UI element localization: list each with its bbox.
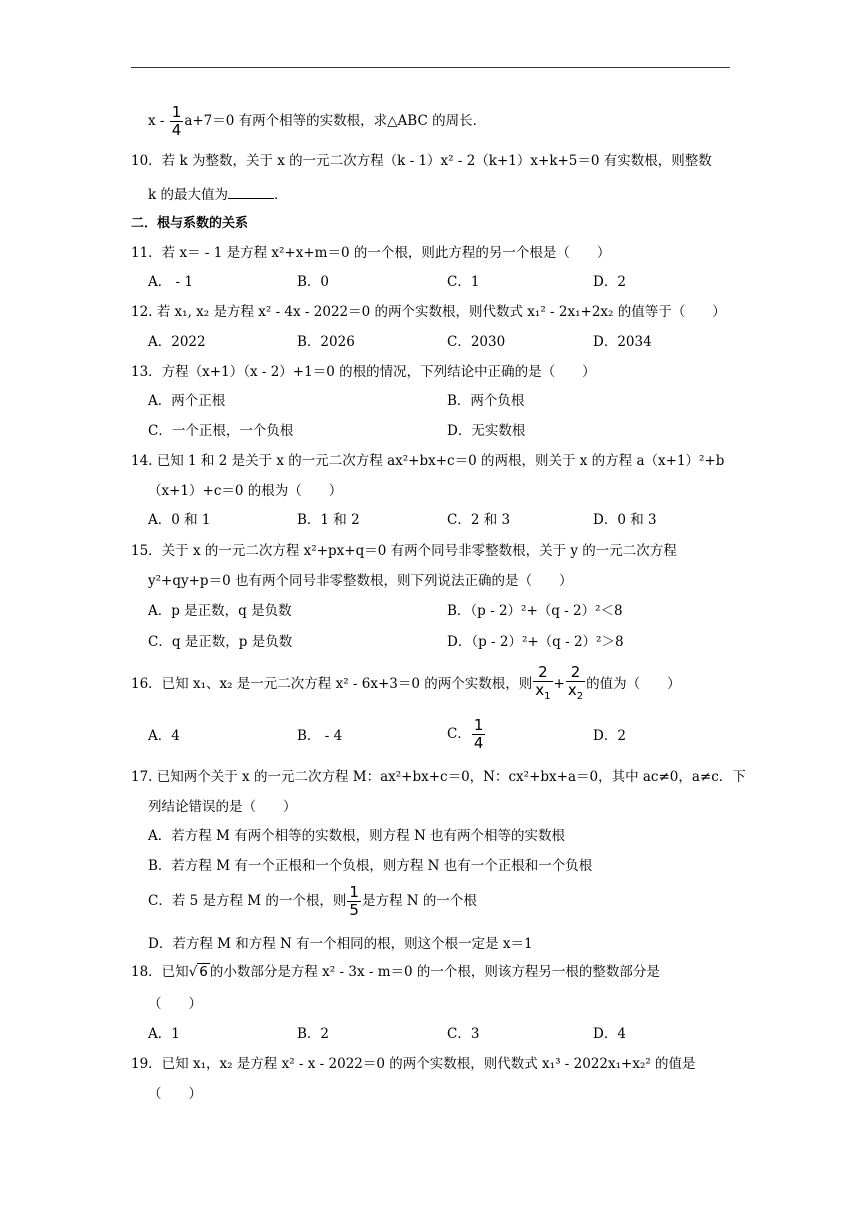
fraction-2-over-x2 bbox=[566, 664, 585, 705]
q11-option-a[interactable]: A． - 1 bbox=[148, 274, 193, 290]
q12-option-a[interactable]: A．2022 bbox=[148, 334, 206, 350]
frac-denominator: 4 bbox=[171, 121, 182, 139]
q11-option-b[interactable]: B．0 bbox=[297, 274, 330, 290]
q18-option-c[interactable]: C．3 bbox=[447, 1026, 480, 1042]
q16-option-c-label: C． bbox=[447, 726, 471, 742]
q16-option-b[interactable]: B． - 4 bbox=[297, 728, 343, 744]
answer-blank[interactable] bbox=[228, 186, 274, 199]
q12-option-b[interactable]: B．2026 bbox=[297, 334, 355, 350]
plus-sign: + bbox=[553, 676, 565, 692]
q11-option-c[interactable]: C．1 bbox=[447, 274, 480, 290]
q18-text-end: 的小数部分是方程 x² - 3x - m＝0 的一个根，则该方程另一根的整数部分是 bbox=[209, 964, 660, 980]
fraction-one-fifth bbox=[347, 884, 361, 919]
q14-option-d[interactable]: D．0 和 3 bbox=[593, 512, 657, 528]
q17-option-b[interactable]: B．若方程 M 有一个正根和一个负根，则方程 N 也有一个正根和一个负根 bbox=[148, 858, 593, 874]
q15-option-b[interactable]: B．（p - 2）²+（q - 2）²＜8 bbox=[447, 603, 623, 619]
frac-denominator bbox=[533, 682, 552, 705]
q17-option-c-end: 是方程 N 的一个根 bbox=[361, 893, 477, 909]
q14-option-c[interactable]: C．2 和 3 bbox=[447, 512, 511, 528]
q18-option-a[interactable]: A．1 bbox=[148, 1026, 180, 1042]
q19-line1: 19．已知 x₁，x₂ 是方程 x² - x - 2022＝0 的两个实数根，则代数式 x₁³ - 2022x₁+x₂² 的值是 bbox=[131, 1056, 696, 1072]
q15-option-a[interactable]: A．p 是正数，q 是负数 bbox=[148, 603, 292, 619]
radicand: 6 bbox=[199, 964, 208, 980]
frac-denominator: 5 bbox=[349, 901, 359, 919]
q12-option-d[interactable]: D．2034 bbox=[593, 334, 652, 350]
q18-option-b[interactable]: B．2 bbox=[297, 1026, 330, 1042]
q15-option-d[interactable]: D．（p - 2）²+（q - 2）²＞8 bbox=[447, 634, 624, 650]
sqrt-six: √ 6 bbox=[188, 964, 208, 980]
q17-line1: 17. 已知两个关于 x 的一元二次方程 M：ax²+bx+c＝0，N：cx²+bx+a＝0，其中 ac≠0，a≠c．下 bbox=[131, 769, 746, 785]
q9-prefix: x - bbox=[148, 113, 169, 129]
q17-option-c[interactable] bbox=[148, 884, 477, 919]
q16-option-a[interactable]: A．4 bbox=[148, 728, 180, 744]
q14-line1: 14. 已知 1 和 2 是关于 x 的一元二次方程 ax²+bx+c＝0 的两根，则关于 x 的方程 a（x+1）²+b bbox=[131, 453, 725, 469]
frac-denominator bbox=[566, 682, 585, 705]
q13-stem: 13．方程（x+1）（x - 2）+1＝0 的根的情况，下列结论中正确的是（ ） bbox=[131, 364, 596, 380]
q11-option-d[interactable]: D．2 bbox=[593, 274, 626, 290]
q12-stem: 12. 若 x₁, x₂ 是方程 x² - 4x - 2022＝0 的两个实数根，则代数式 x₁² - 2x₁+2x₂ 的值等于（ ） bbox=[131, 304, 726, 320]
q17-line2: 列结论错误的是（ ） bbox=[148, 799, 297, 815]
q14-option-a[interactable]: A．0 和 1 bbox=[148, 512, 211, 528]
q17-option-c-text: C．若 5 是方程 M 的一个根，则 bbox=[148, 893, 347, 909]
q17-option-d[interactable]: D．若方程 M 和方程 N 有一个相同的根，则这个根一定是 x＝1 bbox=[148, 936, 533, 952]
q11-stem: 11．若 x＝ - 1 是方程 x²+x+m＝0 的一个根，则此方程的另一个根是（ ） bbox=[131, 245, 611, 261]
q13-option-a[interactable]: A．两个正根 bbox=[148, 393, 226, 409]
frac-numerator: 1 bbox=[349, 883, 359, 901]
q16-option-d[interactable]: D．2 bbox=[593, 728, 626, 744]
q9-tail-line bbox=[148, 104, 486, 139]
fraction-2-over-x1 bbox=[533, 664, 552, 705]
frac-den-sub: 1 bbox=[544, 691, 551, 702]
q10-line2 bbox=[148, 186, 287, 203]
q13-option-b[interactable]: B．两个负根 bbox=[447, 393, 525, 409]
q15-option-c[interactable]: C．q 是正数，p 是负数 bbox=[148, 634, 293, 650]
frac-numerator: 1 bbox=[171, 103, 182, 121]
section-heading: 二．根与系数的关系 bbox=[131, 216, 249, 231]
header-rule bbox=[131, 67, 730, 68]
q18-text: 18．已知 bbox=[131, 964, 189, 980]
q19-line2: （ ） bbox=[148, 1086, 202, 1102]
frac-den-var: x bbox=[567, 681, 577, 699]
q16-option-c[interactable] bbox=[447, 717, 486, 752]
q17-option-a[interactable]: A．若方程 M 有两个相等的实数根，则方程 N 也有两个相等的实数根 bbox=[148, 828, 566, 844]
fraction-one-quarter bbox=[170, 104, 184, 139]
q12-option-c[interactable]: C．2030 bbox=[447, 334, 506, 350]
q18-line2: （ ） bbox=[148, 996, 202, 1012]
q15-line1: 15．关于 x 的一元二次方程 x²+px+q＝0 有两个同号非零整数根，关于 y 的一元二次方程 bbox=[131, 543, 677, 559]
q9-suffix: a+7＝0 有两个相等的实数根，求△ABC 的周长． bbox=[184, 113, 487, 129]
q15-line2: y²+qy+p＝0 也有两个同号非零整数根，则下列说法正确的是（ ） bbox=[148, 573, 573, 589]
frac-den-sub: 2 bbox=[576, 691, 584, 702]
q18-option-d[interactable]: D．4 bbox=[593, 1026, 626, 1042]
q14-line2: （x+1）+c＝0 的根为（ ） bbox=[148, 483, 343, 499]
frac-den-var: x bbox=[535, 681, 545, 699]
q16-stem-text: 16．已知 x₁、x₂ 是一元二次方程 x² - 6x+3＝0 的两个实数根，则 bbox=[131, 676, 533, 692]
q10-line2-text: k 的最大值为 bbox=[148, 187, 228, 203]
q10-line2-end: ． bbox=[273, 187, 288, 203]
q16-stem-end: 的值为（ ） bbox=[586, 676, 681, 692]
q13-option-c[interactable]: C．一个正根，一个负根 bbox=[148, 423, 294, 439]
frac-numerator: 1 bbox=[473, 716, 484, 734]
q16-stem bbox=[131, 664, 681, 705]
frac-denominator: 4 bbox=[473, 734, 484, 752]
q13-option-d[interactable]: D．无实数根 bbox=[447, 423, 526, 439]
fraction-one-quarter bbox=[472, 717, 486, 752]
q18-line1 bbox=[131, 966, 660, 980]
frac-numerator: 2 bbox=[566, 664, 585, 682]
q14-option-b[interactable]: B．1 和 2 bbox=[297, 512, 360, 528]
frac-numerator: 2 bbox=[533, 664, 552, 682]
q10-line1: 10．若 k 为整数，关于 x 的一元二次方程（k - 1）x² - 2（k+1）x+k+5＝0 有实数根，则整数 bbox=[131, 153, 712, 169]
